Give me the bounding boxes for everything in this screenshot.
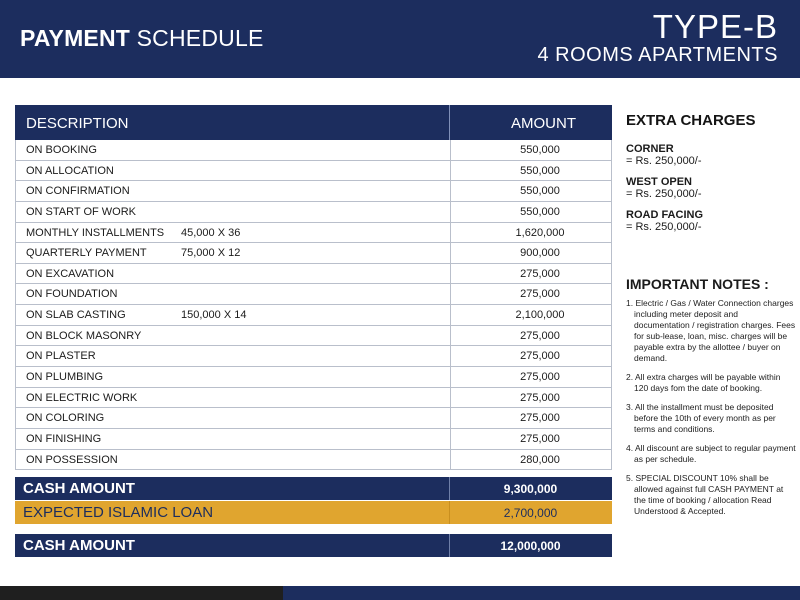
row-calc: 75,000 X 12 — [181, 247, 241, 260]
charge-label: CORNER — [626, 143, 674, 155]
row-desc: ON FOUNDATION — [26, 288, 118, 301]
total-value: 12,000,000 — [500, 539, 561, 553]
apartment-subtitle: 4 ROOMS APARTMENTS — [537, 44, 778, 66]
table-row — [16, 140, 611, 161]
table-row — [16, 326, 611, 347]
table-row — [16, 202, 611, 223]
row-amount: 280,000 — [520, 453, 560, 466]
charge-label: ROAD FACING — [626, 209, 703, 221]
row-desc: ON COLORING — [26, 412, 105, 425]
row-desc: ON FINISHING — [26, 432, 102, 445]
row-desc: ON PLUMBING — [26, 371, 104, 384]
header-divider — [449, 105, 450, 140]
col-amount: AMOUNT — [511, 115, 576, 132]
table-row — [16, 408, 611, 429]
row-amount: 275,000 — [520, 350, 560, 363]
loan-row — [15, 501, 612, 524]
table-row — [16, 243, 611, 264]
row-amount: 550,000 — [520, 164, 560, 177]
footer-bar-dark — [0, 586, 283, 600]
table-row — [16, 450, 611, 471]
charge-item — [626, 209, 791, 233]
table-row — [16, 346, 611, 367]
table-row — [16, 305, 611, 326]
total-row — [15, 534, 612, 557]
notes-title: IMPORTANT NOTES : — [626, 276, 769, 292]
table-header — [15, 105, 612, 140]
loan-label: EXPECTED ISLAMIC LOAN — [23, 504, 214, 521]
note-item: 4. All discount are subject to regular payment as per schedule. — [626, 443, 796, 464]
note-item: 3. All the installment must be deposited before the 10th of every month as per terms and conditions. — [626, 402, 776, 434]
row-amount: 1,620,000 — [515, 226, 565, 239]
table-body — [15, 140, 612, 470]
row-amount: 275,000 — [520, 267, 560, 280]
table-row — [16, 367, 611, 388]
row-desc: ON ALLOCATION — [26, 164, 114, 177]
row-desc: ON SLAB CASTING — [26, 309, 126, 322]
row-desc: MONTHLY INSTALLMENTS — [26, 226, 165, 239]
cash-amount-row — [15, 477, 612, 500]
row-desc: ON ELECTRIC WORK — [26, 391, 138, 404]
cash-amount-label: CASH AMOUNT — [23, 480, 135, 497]
table-row — [16, 223, 611, 244]
table-row — [16, 181, 611, 202]
total-label: CASH AMOUNT — [23, 537, 135, 554]
charge-label: WEST OPEN — [626, 176, 693, 188]
row-desc: QUARTERLY PAYMENT — [26, 247, 147, 260]
row-desc: ON BOOKING — [26, 144, 97, 156]
important-notes — [626, 276, 796, 525]
cash-amount-value: 9,300,000 — [503, 482, 558, 496]
title-rest: SCHEDULE — [136, 25, 264, 51]
row-amount: 550,000 — [520, 185, 560, 198]
row-amount: 275,000 — [520, 288, 560, 301]
row-amount: 900,000 — [520, 247, 560, 260]
page-title — [20, 25, 264, 52]
footer-bar-blue — [283, 586, 800, 600]
row-amount: 275,000 — [520, 412, 560, 425]
table-row — [16, 264, 611, 285]
loan-value: 2,700,000 — [503, 506, 558, 520]
row-desc: ON CONFIRMATION — [26, 185, 130, 198]
note-item: 2. All extra charges will be payable within 120 days fom the date of booking. — [626, 372, 781, 393]
row-amount: 2,100,000 — [515, 309, 565, 322]
title-bold: PAYMENT — [20, 25, 131, 51]
note-item: 5. SPECIAL DISCOUNT 10% shall be allowed against full CASH PAYMENT at the time of booking / allocation Read Understood & Accepted. — [626, 473, 784, 516]
row-desc: ON POSSESSION — [26, 453, 118, 466]
row-desc: ON BLOCK MASONRY — [26, 329, 142, 342]
table-row — [16, 284, 611, 305]
row-calc: 150,000 X 14 — [181, 309, 247, 322]
col-description: DESCRIPTION — [26, 115, 129, 132]
row-amount: 275,000 — [520, 371, 560, 384]
extra-charges-panel — [626, 112, 791, 242]
charge-value: = Rs. 250,000/- — [626, 221, 702, 233]
note-item: 1. Electric / Gas / Water Connection charges including meter deposit and documentation / registration charges. Fees for sub-lease, loan, misc. charges will be payable extra by the allottee / buyer on demand. — [626, 298, 796, 363]
table-row — [16, 388, 611, 409]
payment-table — [15, 105, 612, 470]
row-amount: 275,000 — [520, 329, 560, 342]
apartment-type: TYPE-B — [652, 8, 778, 45]
page-header — [0, 0, 800, 78]
row-desc: ON PLASTER — [26, 350, 96, 363]
charge-item — [626, 176, 791, 200]
row-calc: 45,000 X 36 — [181, 226, 241, 239]
table-row — [16, 429, 611, 450]
row-desc: ON START OF WORK — [26, 205, 137, 218]
row-amount: 550,000 — [520, 144, 560, 156]
table-row — [16, 161, 611, 182]
charge-value: = Rs. 250,000/- — [626, 188, 702, 200]
row-amount: 275,000 — [520, 391, 560, 404]
charge-value: = Rs. 250,000/- — [626, 155, 702, 167]
row-amount: 275,000 — [520, 432, 560, 445]
row-desc: ON EXCAVATION — [26, 267, 115, 280]
row-amount: 550,000 — [520, 205, 560, 218]
charge-item — [626, 143, 791, 167]
extra-charges-title: EXTRA CHARGES — [626, 112, 756, 129]
